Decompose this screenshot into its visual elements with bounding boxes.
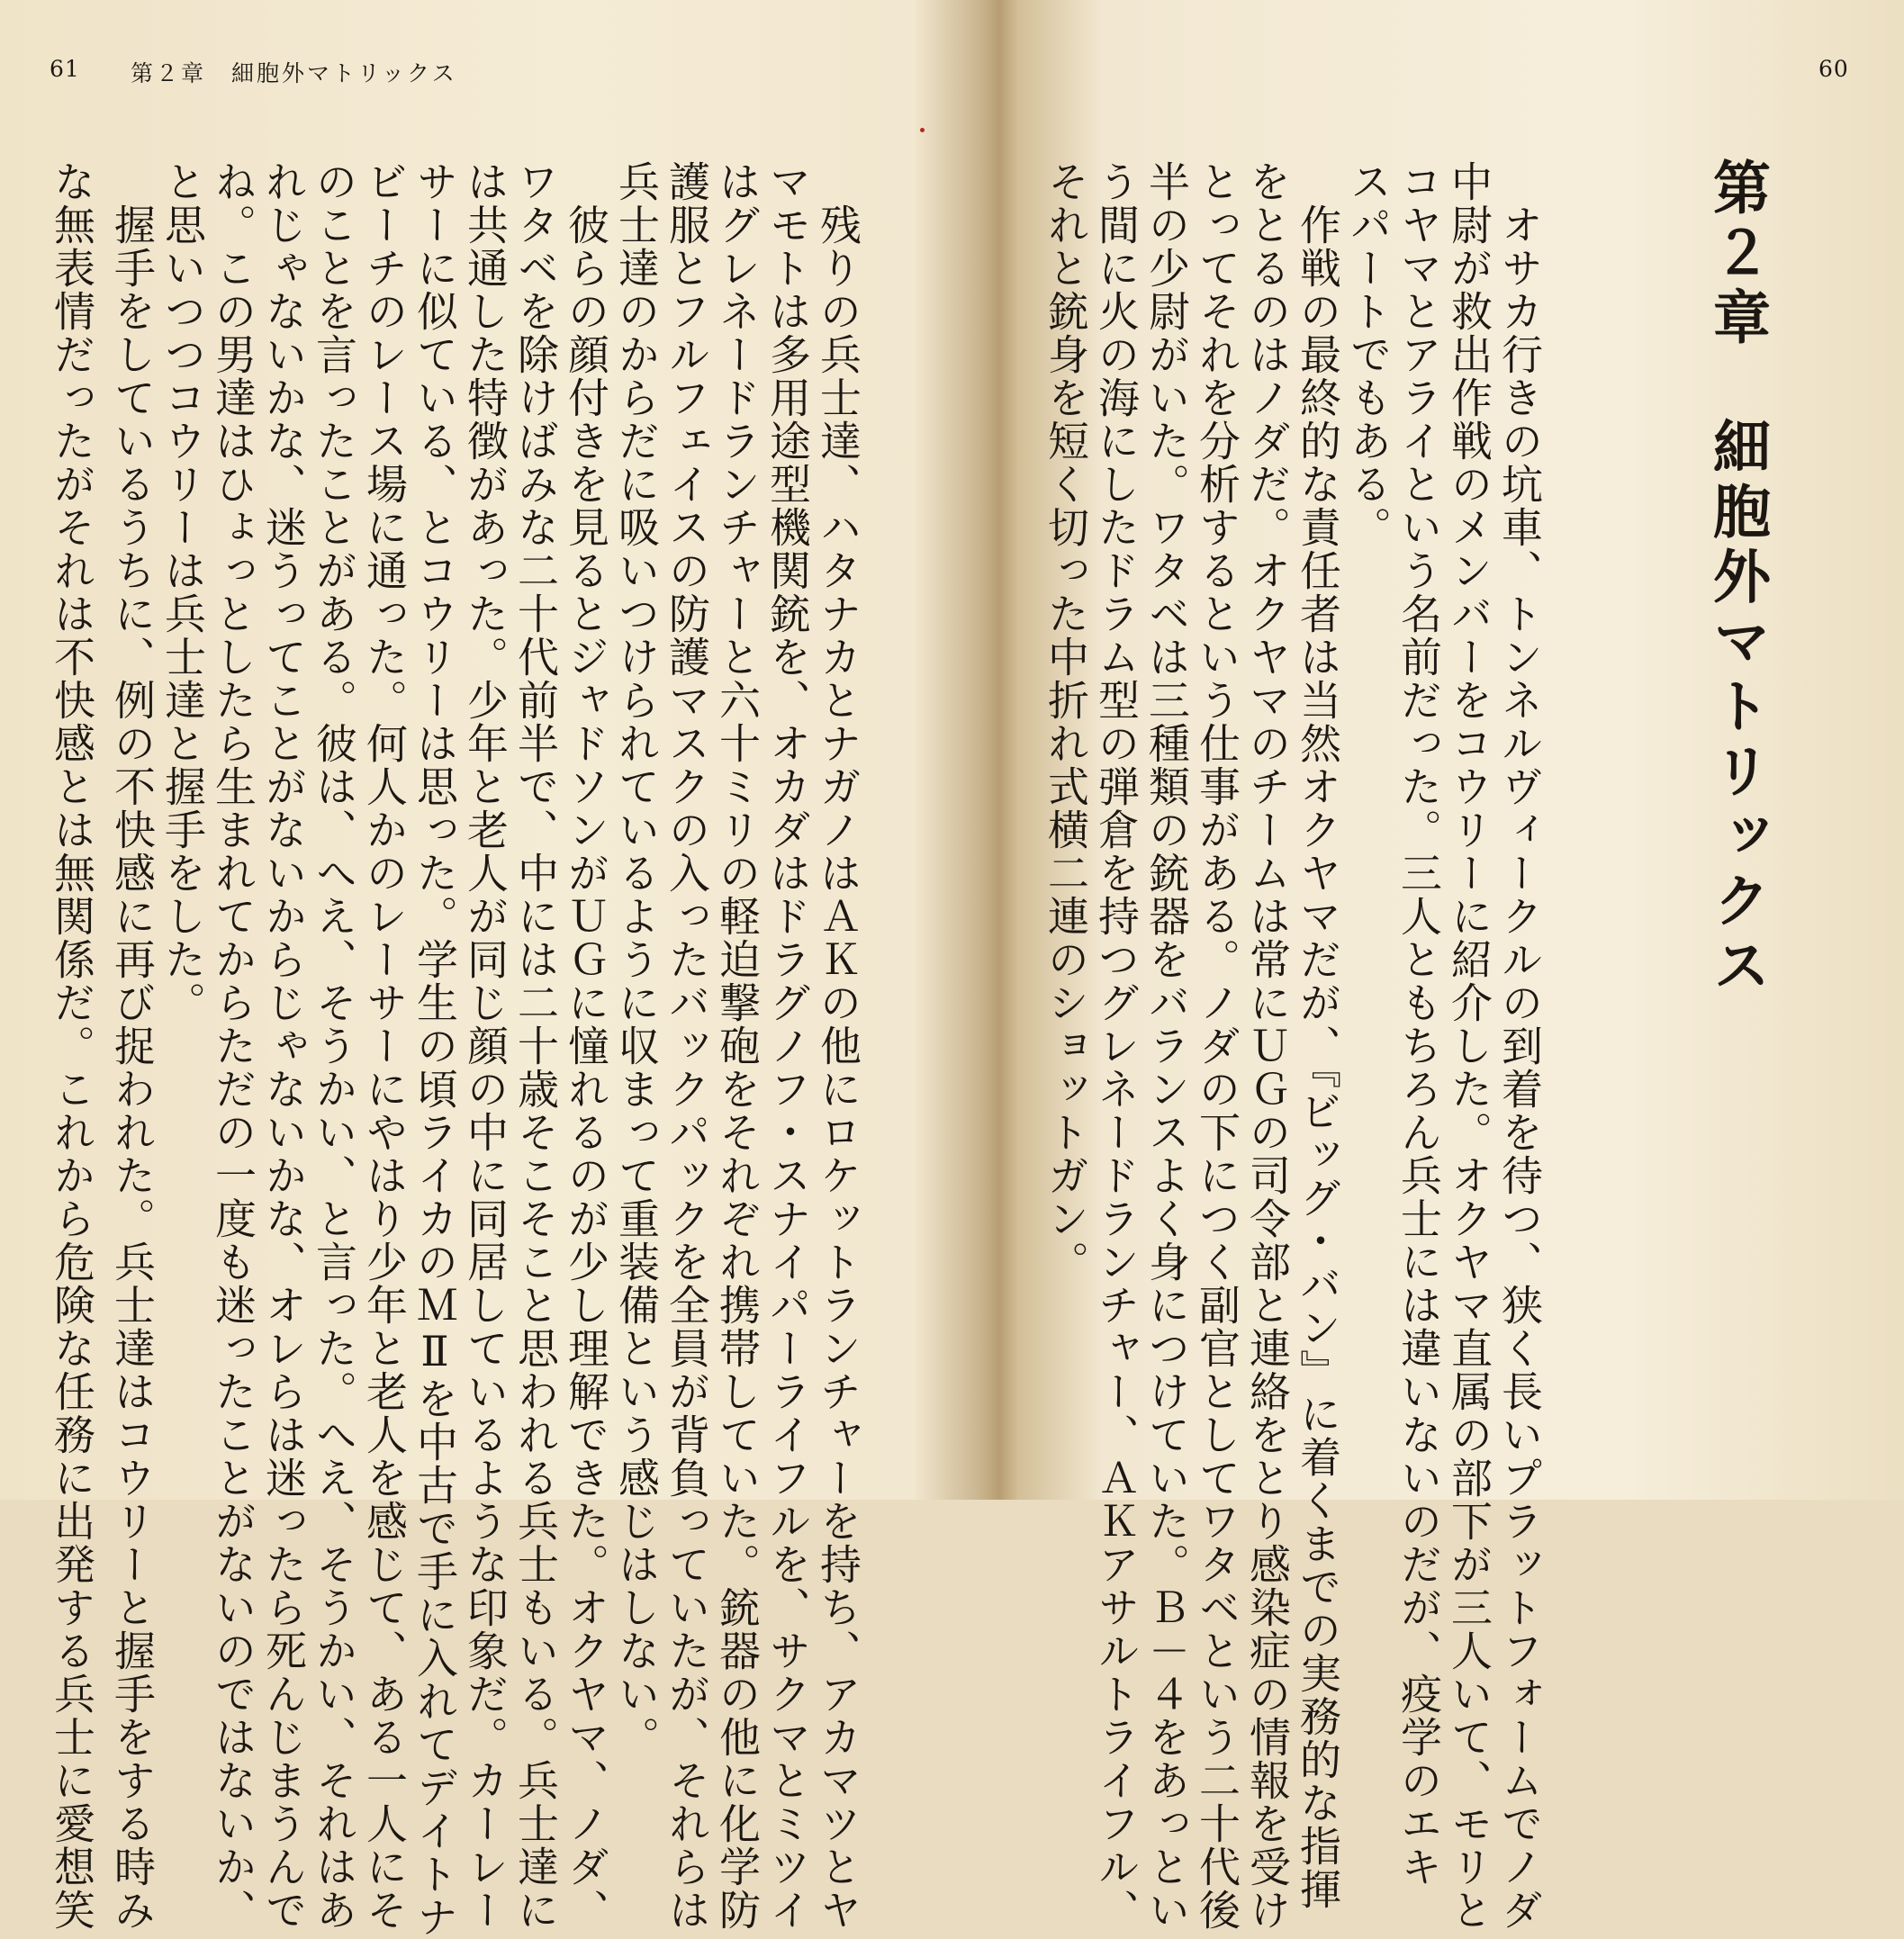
text-column: と思いつつコウリーは兵士達と握手をした。 xyxy=(158,160,207,1024)
text-column: サーに似ている、とコウリーは思った。学生の頃ライカのＭⅡを中古で手に入れてデイトナ xyxy=(411,160,459,1939)
text-column: マモトは多用途型機関銃を、オカダはドラグノフ・スナイパーライフルを、サクマとミツイ xyxy=(763,160,812,1932)
text-column: 握手をしているうちに、例の不快感に再び捉われた。兵士達はコウリーと握手をする時み xyxy=(108,160,157,1932)
text-column: 残りの兵士達、ハタナカとナガノはＡＫの他にロケットランチャーを持ち、アカマツとヤ xyxy=(814,160,862,1932)
text-column: とってそれを分析するという仕事がある。ノダの下につく副官としてワタベという二十代後 xyxy=(1193,160,1241,1932)
text-column: 半の少尉がいた。ワタベは三種類の銃器をバランスよく身につけていた。Ｂ－４をあっとい xyxy=(1142,160,1191,1932)
text-column: ね。この男達はひょっとしたら生まれてからただの一度も迷ったことがないのではないか、 xyxy=(209,160,257,1932)
running-head: 第２章 細胞外マトリックス xyxy=(131,60,457,86)
text-column: コヤマとアライという名前だった。三人ともちろん兵士には違いないのだが、疫学のエキ xyxy=(1394,160,1443,1889)
text-column: は共通した特徴があった。少年と老人が同じ顔の中に同居しているような印象だ。カーレー xyxy=(461,160,510,1932)
right-page-number: 60 xyxy=(1818,56,1849,82)
text-column: オサカ行きの坑車、トンネルヴィークルの到着を待つ、狭く長いプラットフォームでノダ xyxy=(1495,160,1544,1932)
text-column: 中尉が救出作戦のメンバーをコウリーに紹介した。オクヤマ直属の部下が三人いて、モリと xyxy=(1445,160,1493,1932)
text-column: のことを言ったことがある。彼は、へえ、そうかい、と言った。へえ、そうかい、それはあ xyxy=(310,160,358,1932)
text-column: う間に火の海にしたドラム型の弾倉を持つグレネードランチャー、ＡＫアサルトライフル、 xyxy=(1092,160,1141,1932)
text-column: はグレネードランチャーと六十ミリの軽迫撃砲をそれぞれ携帯していた。銃器の他に化学防 xyxy=(713,160,762,1932)
text-column: ワタベを除けばみな二十代前半で、中には二十歳そこそこと思われる兵士もいる。兵士達に xyxy=(511,160,560,1932)
text-column: 作戦の最終的な責任者は当然オクヤマだが、『ビッグ・バン』に着くまでの実務的な指揮 xyxy=(1294,160,1342,1911)
text-column: 護服とフルフェイスの防護マスクの入ったバックパックを全員が背負っていたが、それらは xyxy=(663,160,711,1932)
text-column: 兵士達のからだに吸いつけられているように収まって重装備という感じはしない。 xyxy=(612,160,661,1759)
text-column: ビーチのレース場に通った。何人かのレーサーにやはり少年と老人を感じて、ある一人にそ xyxy=(360,160,409,1932)
text-column: をとるのはノダだ。オクヤマのチームは常にＵＧの司令部と連絡をとり感染症の情報を受け xyxy=(1243,160,1292,1932)
text-column: スパートでもある。 xyxy=(1344,160,1393,549)
left-page-number: 61 xyxy=(50,56,80,82)
right-page xyxy=(977,0,1904,1932)
chapter-title: 第２章 細胞外マトリックス xyxy=(1703,158,1771,1000)
text-column: それと銃身を短く切った中折れ式横二連のショットガン。 xyxy=(1042,160,1090,1284)
text-column: 彼らの顔付きを見るとジャドソンがＵＧに憧れるのが少し理解できた。オクヤマ、ノダ、 xyxy=(562,160,610,1932)
text-column: れじゃないかな、迷うってことがないからじゃないかな、オレらは迷ったら死んじまうんで xyxy=(259,160,308,1932)
text-column: な無表情だったがそれは不快感とは無関係だ。これから危険な任務に出発する兵士に愛想笑 xyxy=(48,160,96,1932)
